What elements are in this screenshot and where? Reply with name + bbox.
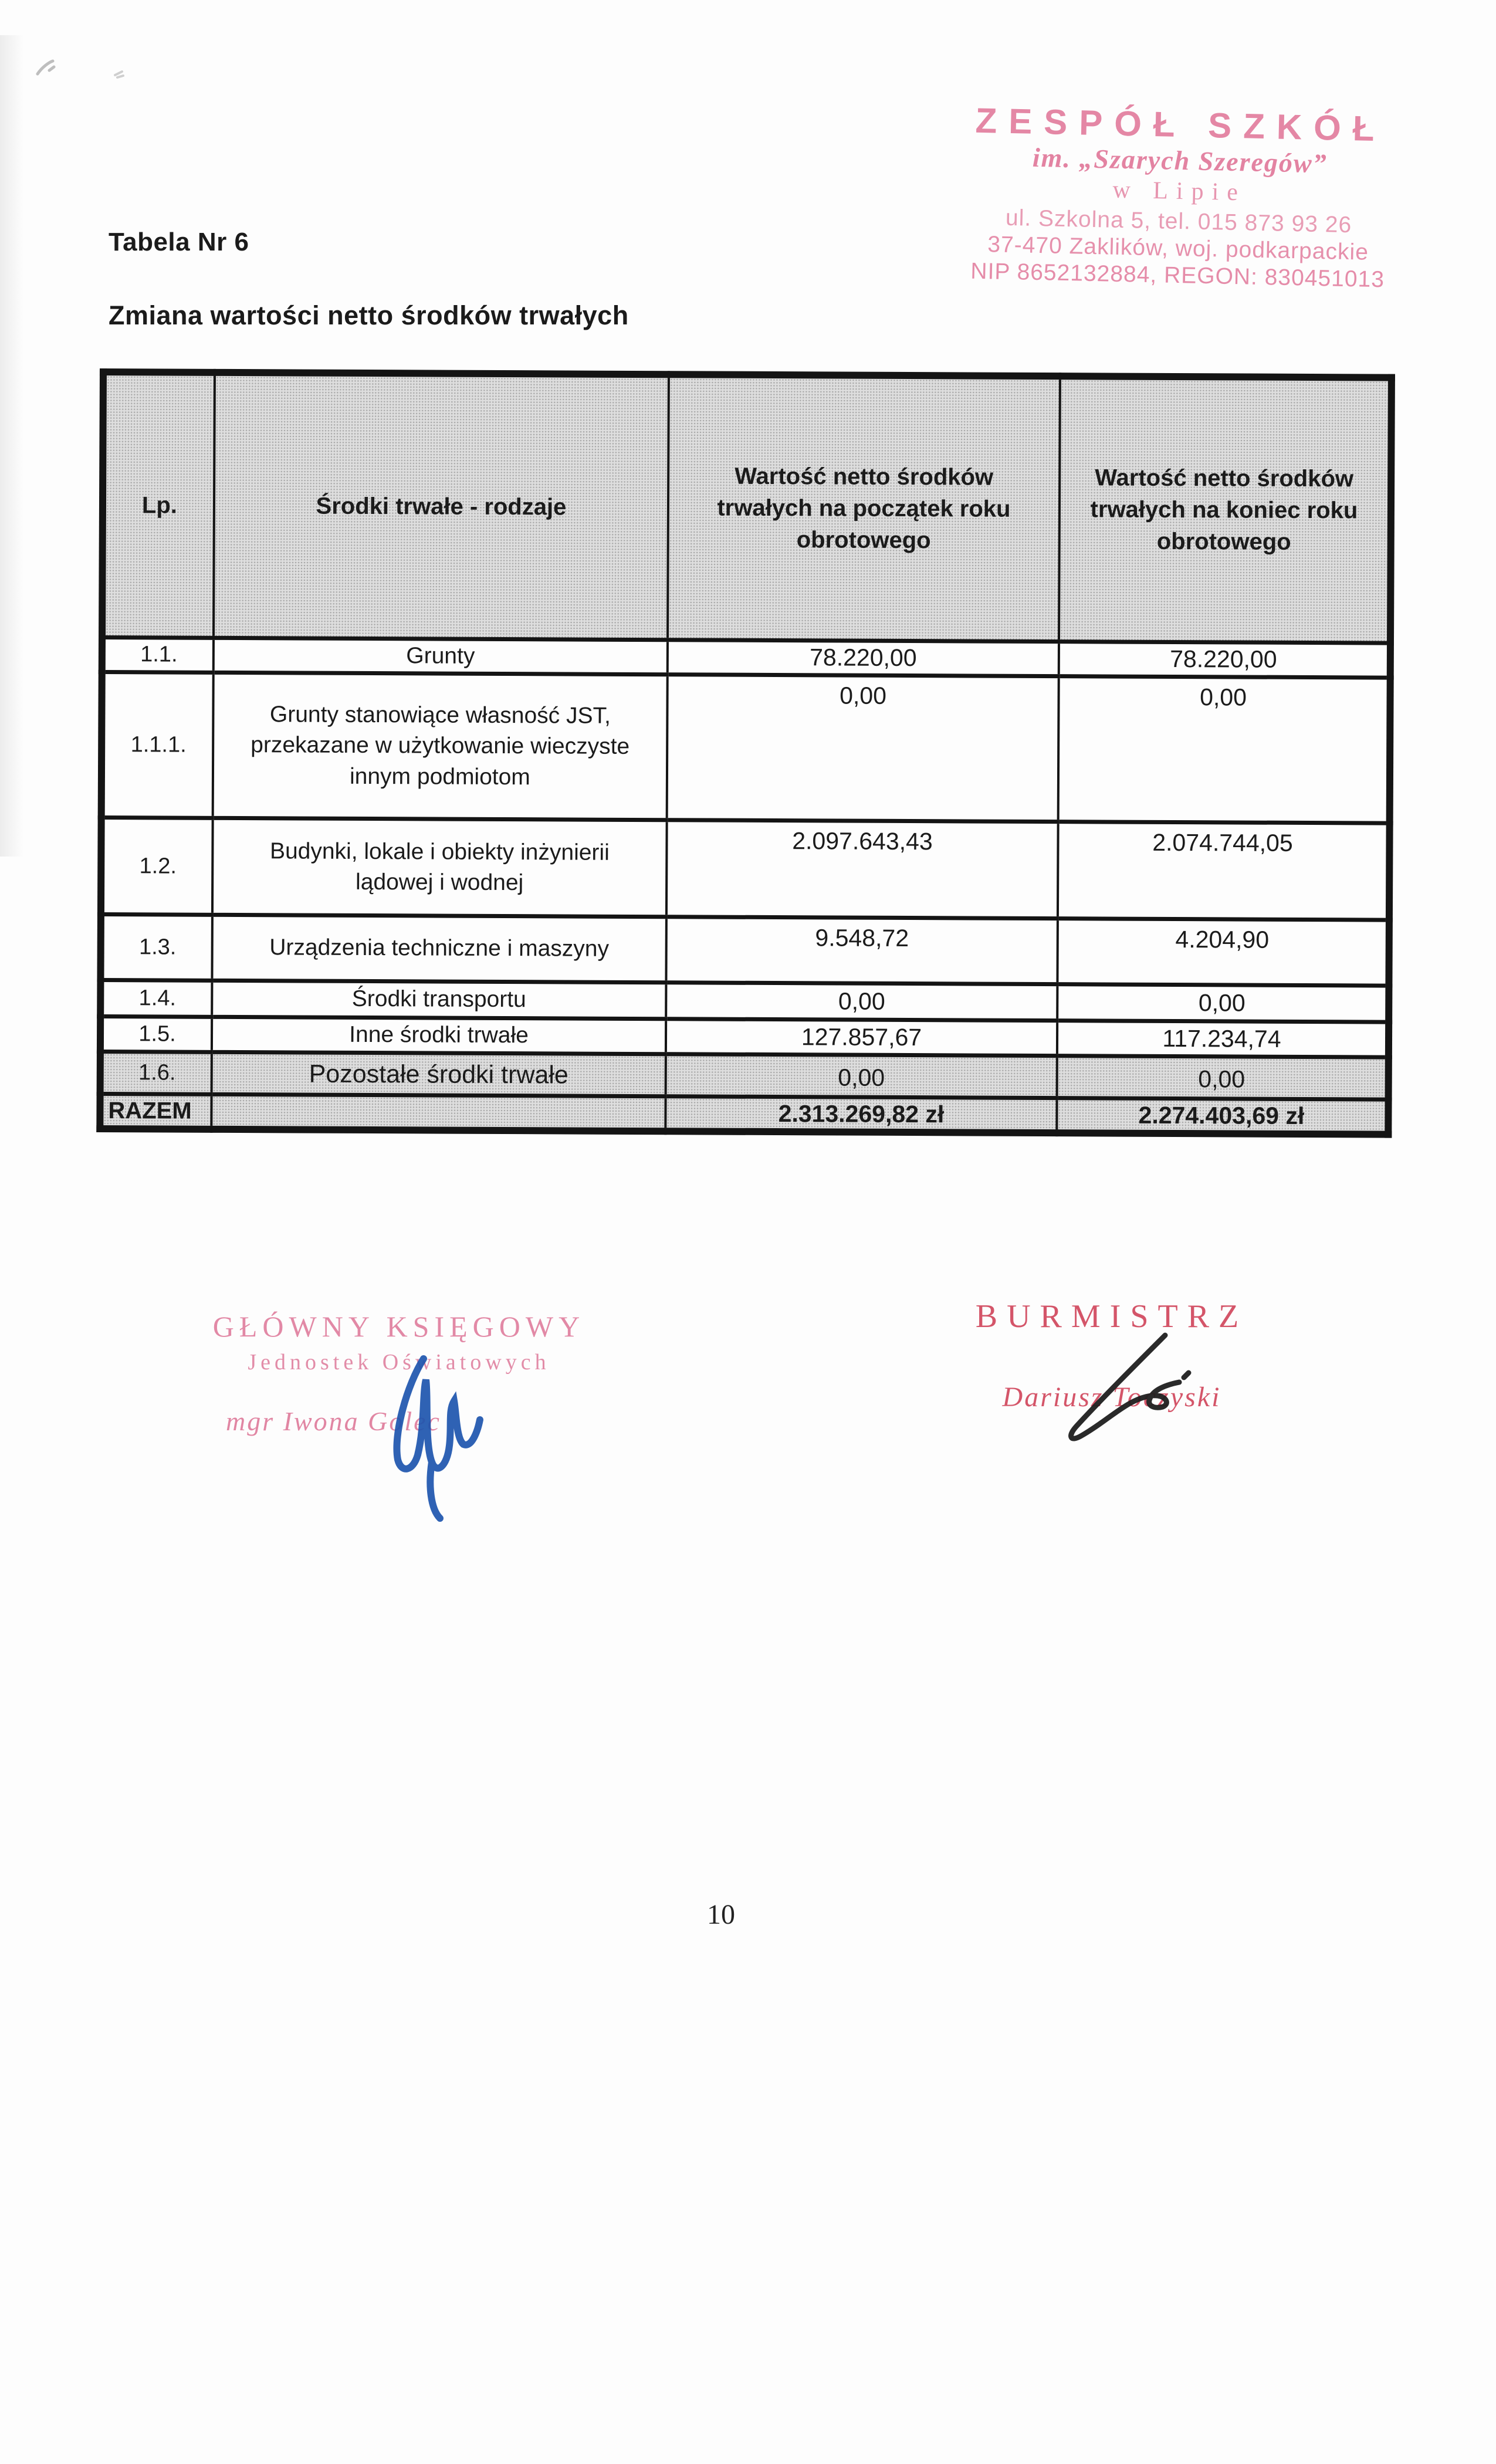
school-stamp-town: w Lipie	[1112, 176, 1247, 207]
table-header-row	[102, 372, 1392, 643]
table-row	[101, 818, 1390, 920]
row-value-end: 0,00	[1058, 676, 1390, 823]
school-stamp-postal: 37-470 Zaklików, woj. podkarpackie	[987, 232, 1369, 265]
row-name: Inne środki trwałe	[212, 1017, 666, 1054]
row-value-start: 0,00	[666, 1054, 1057, 1098]
pen-marks	[29, 53, 158, 100]
accountant-stamp-subtitle: Jednostek Oświatowych	[248, 1350, 550, 1375]
mayor-stamp-title: BURMISTRZ	[975, 1298, 1248, 1335]
row-lp: 1.6.	[100, 1051, 212, 1094]
row-value-start: 78.220,00	[668, 639, 1059, 676]
row-name: Grunty	[214, 638, 668, 675]
table-row	[100, 1051, 1389, 1099]
school-stamp-patron: im. „Szarych Szeregów”	[1032, 142, 1328, 179]
table-row	[100, 980, 1389, 1023]
page-title: Zmiana wartości netto środków trwałych	[109, 300, 629, 330]
accountant-ink-signature	[370, 1349, 563, 1525]
row-value-end: 2.074.744,05	[1058, 822, 1390, 920]
accountant-stamp-name: mgr Iwona Golec	[226, 1406, 441, 1436]
row-name: Budynki, lokale i obiekty inżynierii lądowej i wodnej	[212, 818, 667, 916]
scan-edge-shadow	[0, 35, 23, 857]
row-value-end: 0,00	[1057, 984, 1389, 1022]
row-lp: 1.2.	[101, 818, 213, 915]
row-value-end: 0,00	[1057, 1055, 1389, 1099]
mayor-stamp-name: Dariusz Toczyski	[1002, 1382, 1221, 1413]
accountant-stamp-title: GŁÓWNY KSIĘGOWY	[212, 1310, 585, 1343]
table-number-label: Tabela Nr 6	[109, 228, 249, 256]
row-lp: 1.1.1.	[101, 672, 214, 818]
row-lp: 1.1.	[102, 637, 214, 672]
row-value-start: 0,00	[667, 675, 1059, 822]
school-stamp-name: ZESPÓŁ SZKÓŁ	[974, 100, 1387, 149]
row-value-end: 117.234,74	[1057, 1021, 1389, 1057]
total-empty-cell	[211, 1094, 665, 1131]
row-value-start: 2.097.643,43	[666, 820, 1058, 919]
row-value-start: 0,00	[666, 983, 1057, 1021]
table-row	[100, 1017, 1389, 1057]
header-value-end: Wartość netto środków trwałych na koniec roku obrotowego	[1059, 376, 1392, 642]
row-value-end: 78.220,00	[1059, 641, 1390, 678]
total-value-end: 2.274.403,69 zł	[1057, 1098, 1388, 1134]
row-lp: 1.5.	[100, 1017, 212, 1052]
school-stamp	[955, 100, 1404, 293]
page-number: 10	[707, 1899, 735, 1930]
school-stamp-street: ul. Szkolna 5, tel. 015 873 93 26	[1005, 205, 1352, 238]
table-row	[100, 915, 1389, 986]
header-types: Środki trwałe - rodzaje	[214, 373, 669, 639]
row-lp: 1.3.	[100, 915, 212, 981]
table-total-row	[100, 1094, 1388, 1135]
row-lp: 1.4.	[100, 980, 212, 1017]
mayor-ink-signature	[1050, 1331, 1226, 1448]
row-value-end: 4.204,90	[1057, 919, 1389, 986]
row-value-start: 9.548,72	[666, 917, 1057, 984]
row-value-start: 127.857,67	[666, 1019, 1057, 1056]
header-value-start: Wartość netto środków trwałych na początek roku obrotowego	[668, 374, 1060, 641]
table-row	[101, 672, 1390, 824]
header-lp: Lp.	[102, 372, 215, 638]
row-name: Środki transportu	[212, 980, 666, 1018]
row-name: Urządzenia techniczne i maszyny	[212, 915, 666, 982]
row-name: Pozostałe środki trwałe	[212, 1052, 666, 1096]
fixed-assets-table	[96, 368, 1395, 1138]
row-name: Grunty stanowiące własność JST, przekazane w użytkowanie wieczyste innym podmiotom	[213, 672, 668, 820]
total-label: RAZEM	[100, 1094, 211, 1129]
school-stamp-nip-regon: NIP 8652132884, REGON: 830451013	[970, 258, 1385, 293]
table-row	[102, 637, 1390, 678]
total-value-start: 2.313.269,82 zł	[665, 1096, 1057, 1133]
